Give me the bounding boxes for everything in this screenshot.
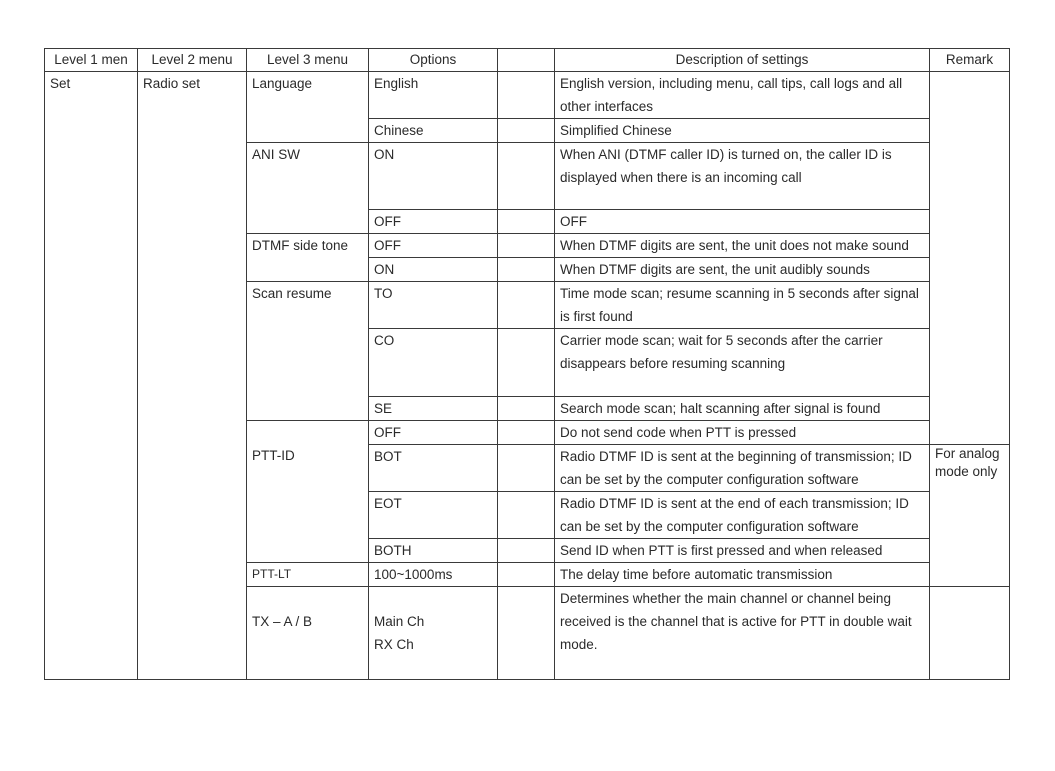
blank-cell	[498, 143, 555, 210]
blank-cell	[498, 119, 555, 143]
option-cell: BOT	[369, 445, 498, 492]
blank-cell	[498, 282, 555, 329]
option-cell: TO	[369, 282, 498, 329]
description-cell: Time mode scan; resume scanning in 5 seconds after signal is first found	[555, 282, 930, 329]
blank-cell	[498, 492, 555, 539]
option-cell: ON	[369, 143, 498, 210]
blank-cell	[498, 587, 555, 680]
description-cell: Do not send code when PTT is pressed	[555, 421, 930, 445]
pttid-label: PTT-ID	[252, 448, 295, 463]
header-level1: Level 1 men	[45, 49, 138, 72]
level3-ani: ANI SW	[247, 143, 369, 234]
header-options: Options	[369, 49, 498, 72]
header-blank	[498, 49, 555, 72]
table-row	[45, 72, 1010, 119]
level1-cell: Set	[45, 72, 138, 680]
remark-cell	[930, 72, 1010, 445]
option-cell: CO	[369, 329, 498, 397]
level3-dtmf: DTMF side tone	[247, 234, 369, 282]
txab-label: TX – A / B	[252, 614, 313, 629]
option-cell: EOT	[369, 492, 498, 539]
option-cell: English	[369, 72, 498, 119]
txab-option-main: Main Ch	[374, 614, 425, 629]
blank-cell	[498, 421, 555, 445]
description-cell: Determines whether the main channel or channel being received is the channel that is active for PTT in double wait mode.	[555, 587, 930, 680]
level3-scan: Scan resume	[247, 282, 369, 421]
option-cell: OFF	[369, 421, 498, 445]
level3-language: Language	[247, 72, 369, 143]
level3-pttlt: PTT-LT	[247, 563, 369, 587]
blank-cell	[498, 397, 555, 421]
header-remark: Remark	[930, 49, 1010, 72]
header-row	[45, 49, 1010, 72]
description-cell: Carrier mode scan; wait for 5 seconds after the carrier disappears before resuming scanning	[555, 329, 930, 397]
blank-cell	[498, 258, 555, 282]
description-cell: Send ID when PTT is first pressed and when released	[555, 539, 930, 563]
option-cell: OFF	[369, 210, 498, 234]
settings-table	[44, 48, 1010, 680]
description-cell: Radio DTMF ID is sent at the end of each transmission; ID can be set by the computer configuration software	[555, 492, 930, 539]
description-cell: When DTMF digits are sent, the unit audibly sounds	[555, 258, 930, 282]
description-cell: The delay time before automatic transmission	[555, 563, 930, 587]
header-description: Description of settings	[555, 49, 930, 72]
option-cell: OFF	[369, 234, 498, 258]
description-cell: OFF	[555, 210, 930, 234]
blank-cell	[498, 234, 555, 258]
remark-cell	[930, 587, 1010, 680]
option-cell: ON	[369, 258, 498, 282]
option-cell	[369, 587, 498, 680]
blank-cell	[498, 329, 555, 397]
option-cell: 100~1000ms	[369, 563, 498, 587]
description-cell: Simplified Chinese	[555, 119, 930, 143]
level2-cell: Radio set	[138, 72, 247, 680]
option-cell: SE	[369, 397, 498, 421]
description-cell: When DTMF digits are sent, the unit does not make sound	[555, 234, 930, 258]
description-cell: When ANI (DTMF caller ID) is turned on, the caller ID is displayed when there is an incoming call	[555, 143, 930, 210]
blank-cell	[498, 539, 555, 563]
level3-pttid	[247, 421, 369, 563]
remark-analog: For analog mode only	[930, 445, 1010, 587]
description-cell: Search mode scan; halt scanning after signal is found	[555, 397, 930, 421]
blank-cell	[498, 72, 555, 119]
description-cell: Radio DTMF ID is sent at the beginning of transmission; ID can be set by the computer configuration software	[555, 445, 930, 492]
level3-txab	[247, 587, 369, 680]
header-level3: Level 3 menu	[247, 49, 369, 72]
option-cell: Chinese	[369, 119, 498, 143]
blank-cell	[498, 445, 555, 492]
description-cell: English version, including menu, call tips, call logs and all other interfaces	[555, 72, 930, 119]
header-level2: Level 2 menu	[138, 49, 247, 72]
txab-option-rx: RX Ch	[374, 637, 414, 652]
blank-cell	[498, 210, 555, 234]
blank-cell	[498, 563, 555, 587]
option-cell: BOTH	[369, 539, 498, 563]
